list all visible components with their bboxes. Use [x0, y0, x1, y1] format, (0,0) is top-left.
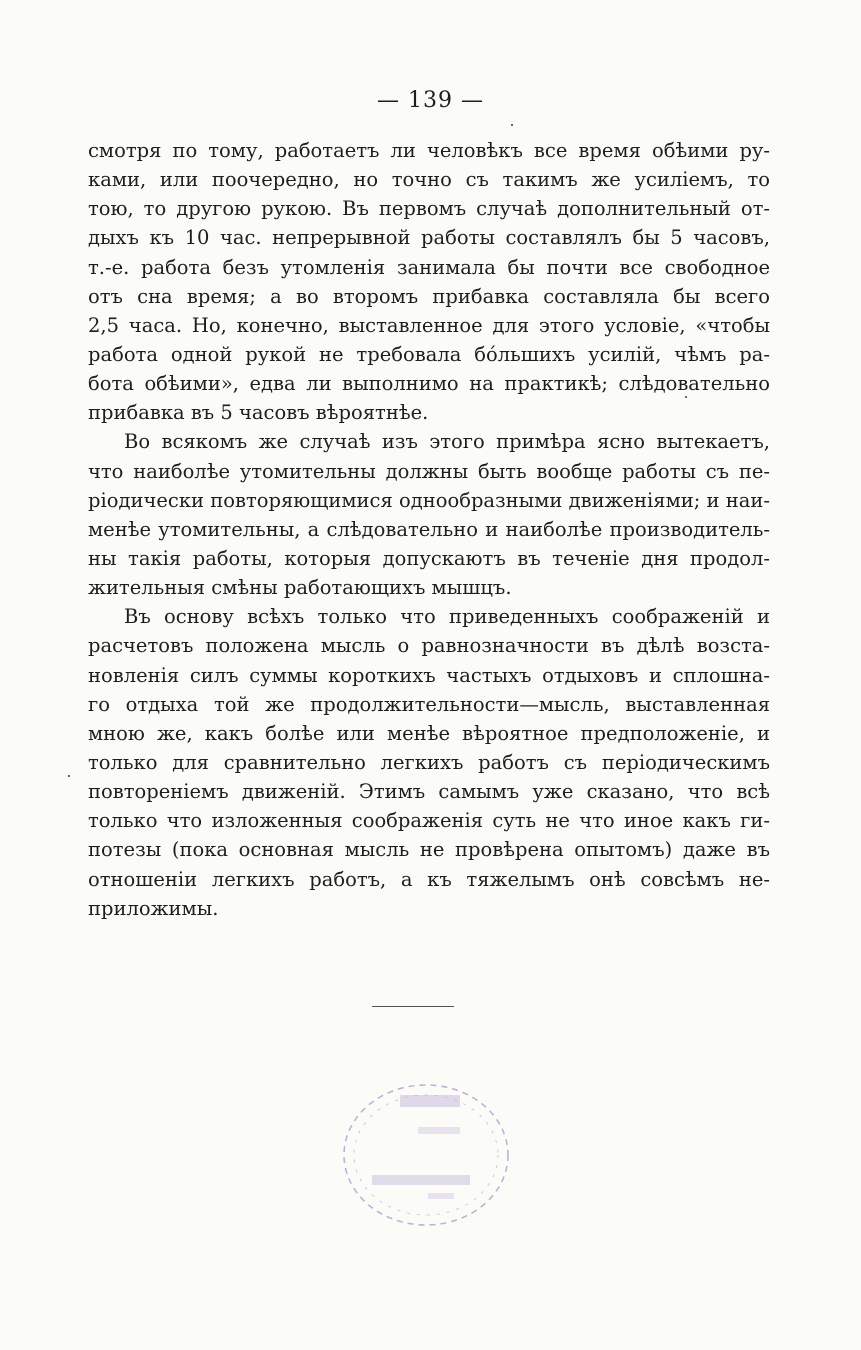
end-rule: [372, 1006, 454, 1007]
text-line: приложимы.: [88, 896, 219, 920]
text-line: 2,5 часа. Но, конечно, выставленное для этого условіе, «чтобы: [88, 313, 770, 337]
text-line: отношеніи легкихъ работъ, а къ тяжелымъ онѣ совсѣмъ не-: [88, 867, 770, 891]
text-line: т.-е. работа безъ утомленія занимала бы почти все свободное: [88, 255, 770, 279]
text-line: только для сравнительно легкихъ работъ съ періодическимъ: [88, 750, 770, 774]
text-line: Во всякомъ же случаѣ изъ этого примѣра ясно вытекаетъ,: [124, 430, 770, 454]
text-line: ріодически повторяющимися однообразными движеніями; и наи-: [88, 488, 770, 512]
text-line: повтореніемъ движеній. Этимъ самымъ уже сказано, что всѣ: [88, 780, 770, 804]
text-line: новленія силъ суммы короткихъ частыхъ отдыховъ и сплошна-: [88, 663, 770, 687]
text-line: Въ основу всѣхъ только что приведенныхъ соображеній и: [124, 605, 770, 629]
text-line: прибавка въ 5 часовъ вѣроятнѣе.: [88, 401, 429, 425]
page-number: — 139 —: [377, 88, 484, 113]
text-line: только что изложенныя соображенія суть не что иное какъ ги-: [88, 809, 770, 833]
text-line: смотря по тому, работаетъ ли человѣкъ все время обѣими ру-: [88, 139, 770, 162]
text-line: тою, то другою рукою. Въ первомъ случаѣ дополнительный от-: [88, 197, 770, 221]
text-line: потезы (пока основная мысль не провѣрена опытомъ) даже въ: [88, 838, 770, 862]
text-line: расчетовъ положена мысль о равнозначности въ дѣлѣ возста-: [88, 634, 770, 658]
paragraph-2: [88, 427, 770, 602]
text-line: что наиболѣе утомительны должны быть вообще работы съ пе-: [88, 459, 770, 483]
paragraph-3: [88, 602, 770, 923]
text-line: отъ сна время; а во второмъ прибавка составляла бы всего: [88, 284, 770, 308]
text-line: мною же, какъ болѣе или менѣе вѣроятное предположеніе, и: [88, 721, 770, 745]
text-line: работа одной рукой не требовала бо́льшихъ усилій, чѣмъ ра-: [88, 342, 770, 366]
paper-speck: [685, 396, 687, 398]
paper-speck: [511, 124, 513, 126]
text-line: дыхъ къ 10 час. непрерывной работы составлялъ бы 5 часовъ,: [88, 226, 770, 250]
body-text: [88, 136, 770, 923]
text-line: го отдыха той же продолжительности—мысль, выставленная: [88, 692, 770, 716]
paper-speck: [68, 775, 70, 777]
paragraph-1: [88, 136, 770, 427]
text-line: жительныя смѣны работающихъ мышцъ.: [88, 576, 512, 600]
library-stamp: [336, 1075, 516, 1235]
text-line: ны такія работы, которыя допускаютъ въ теченіе дня продол-: [88, 546, 770, 570]
text-line: бота обѣими», едва ли выполнимо на практикѣ; слѣдовательно: [88, 372, 770, 396]
stamp-graphic: [336, 1075, 516, 1235]
text-line: ками, или поочередно, но точно съ такимъ же усиліемъ, то: [88, 168, 770, 192]
text-line: менѣе утомительны, а слѣдовательно и наиболѣе производитель-: [88, 517, 770, 541]
